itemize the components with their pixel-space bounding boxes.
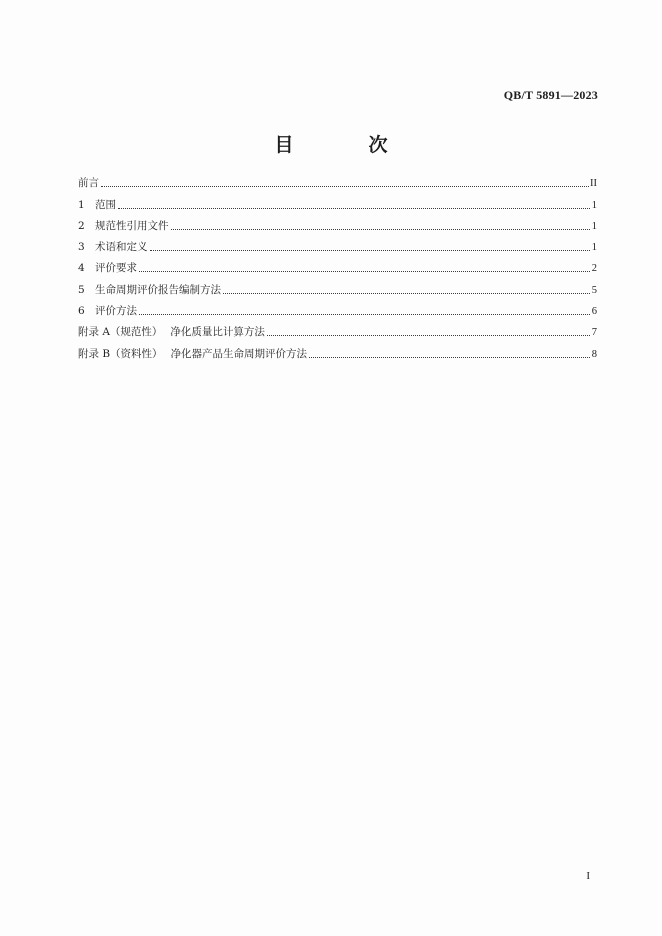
toc-entry-label — [78, 326, 265, 339]
toc-entry-page: 7 — [591, 327, 597, 339]
dot-leader — [223, 292, 590, 294]
toc-entry-page: 8 — [591, 348, 597, 360]
toc-entry-appendix-a[interactable] — [78, 318, 597, 339]
appendix-designation: 附录 B（资料性） — [78, 347, 163, 360]
table-of-contents — [78, 169, 597, 361]
toc-title: 目 次 — [274, 134, 416, 156]
toc-entry-number: 1 — [78, 198, 85, 211]
toc-entry-page: 2 — [591, 263, 597, 275]
dot-leader — [101, 185, 589, 187]
toc-entry-evaluation-method[interactable] — [78, 297, 597, 318]
toc-entry-label: 生命周期评价报告编制方法 — [95, 283, 221, 296]
dot-leader — [309, 356, 590, 358]
toc-entry-number: 2 — [78, 219, 85, 232]
page-number: I — [586, 870, 590, 882]
dot-leader — [139, 270, 590, 272]
dot-leader — [171, 228, 591, 230]
toc-entry-label: 术语和定义 — [95, 241, 148, 254]
dot-leader — [118, 207, 590, 209]
toc-entry-report-method[interactable] — [78, 275, 597, 296]
toc-entry-scope[interactable] — [78, 190, 597, 211]
toc-entry-label: 范围 — [95, 198, 116, 211]
dot-leader — [150, 249, 591, 251]
dot-leader — [267, 334, 590, 336]
toc-entry-label: 评价要求 — [95, 262, 137, 275]
toc-entry-terms-definitions[interactable] — [78, 233, 597, 254]
toc-entry-label: 评价方法 — [95, 305, 137, 318]
dot-leader — [139, 313, 590, 315]
standard-code: QB/T 5891—2023 — [503, 88, 598, 102]
appendix-title: 净化器产品生命周期评价方法 — [170, 347, 308, 360]
appendix-designation: 附录 A（规范性） — [78, 326, 163, 339]
toc-entry-page: 1 — [591, 199, 597, 211]
toc-entry-evaluation-requirements[interactable] — [78, 254, 597, 275]
toc-entry-number: 5 — [78, 283, 85, 296]
toc-entry-page: 5 — [591, 284, 597, 296]
toc-entry-page: 1 — [591, 220, 597, 232]
toc-entry-page: II — [590, 178, 597, 190]
toc-entry-preface[interactable] — [78, 169, 597, 190]
appendix-title: 净化质量比计算方法 — [170, 326, 265, 339]
toc-entry-normative-references[interactable] — [78, 212, 597, 233]
toc-entry-page: 6 — [591, 306, 597, 318]
toc-entry-appendix-b[interactable] — [78, 339, 597, 360]
toc-entry-page: 1 — [591, 242, 597, 254]
toc-entry-label: 规范性引用文件 — [95, 219, 169, 232]
toc-entry-label: 前言 — [78, 177, 99, 190]
toc-entry-label — [78, 348, 307, 361]
toc-entry-number: 4 — [78, 262, 85, 275]
toc-entry-number: 3 — [78, 241, 85, 254]
toc-entry-number: 6 — [78, 305, 85, 318]
